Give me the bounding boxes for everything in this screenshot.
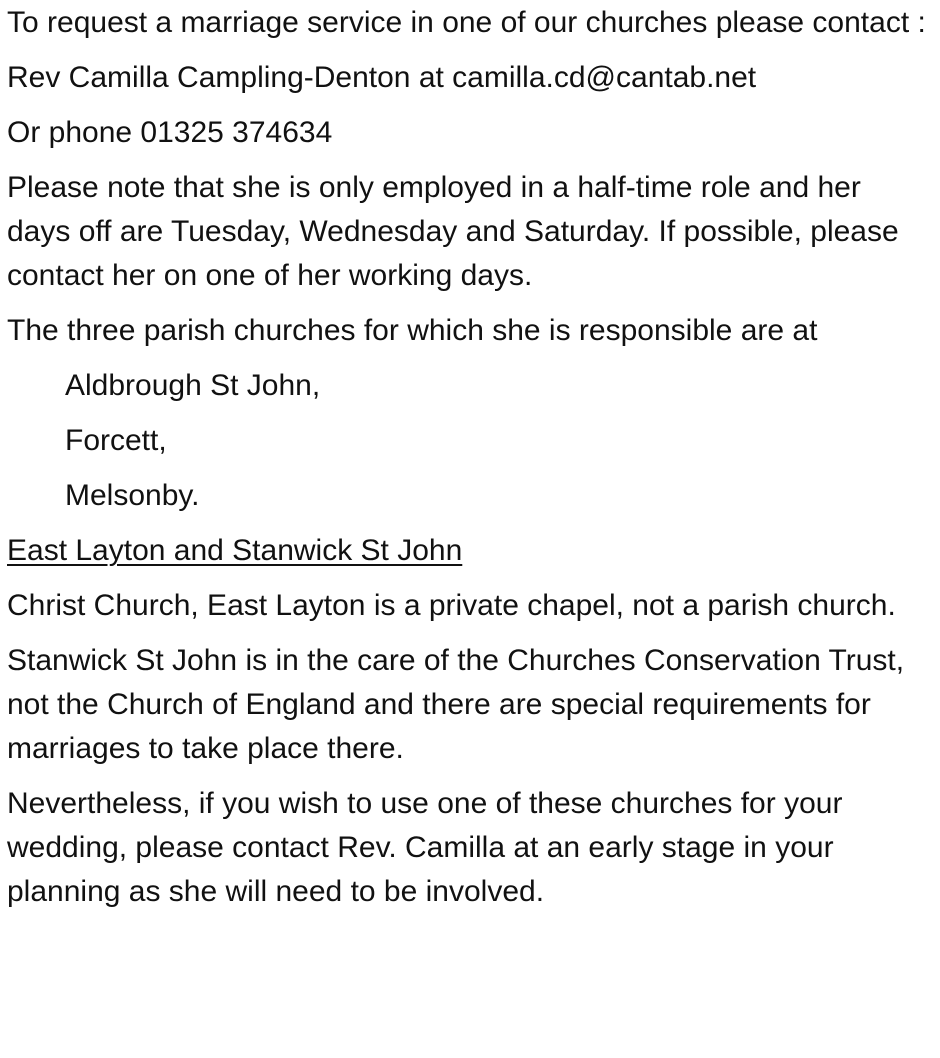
section-heading: East Layton and Stanwick St John	[7, 534, 463, 567]
phone-paragraph: Or phone 01325 374634	[7, 116, 333, 149]
intro-paragraph: To request a marriage service in one of our churches please contact :	[7, 6, 926, 39]
churches-intro: The three parish churches for which she is responsible are at	[7, 314, 818, 347]
stanwick-paragraph: Stanwick St John is in the care of the Churches Conservation Trust, not the Church of England and there are special requirements for marriages to take place there.	[7, 644, 905, 765]
working-days-note: Please note that she is only employed in a half-time role and her days off are Tuesday, Wednesday and Saturday. If possible, please contact her on one of her working days.	[7, 171, 899, 292]
church-item-melsonby: Melsonby.	[65, 479, 200, 512]
christ-church-paragraph: Christ Church, East Layton is a private chapel, not a parish church.	[7, 589, 896, 622]
nevertheless-paragraph: Nevertheless, if you wish to use one of these churches for your wedding, please contact Rev. Camilla at an early stage in your planning as she will need to be involved.	[7, 787, 843, 908]
contact-name-paragraph: Rev Camilla Campling-Denton at camilla.cd@cantab.net	[7, 61, 757, 94]
church-item-aldbrough: Aldbrough St John,	[65, 369, 321, 402]
church-item-forcett: Forcett,	[65, 424, 167, 457]
